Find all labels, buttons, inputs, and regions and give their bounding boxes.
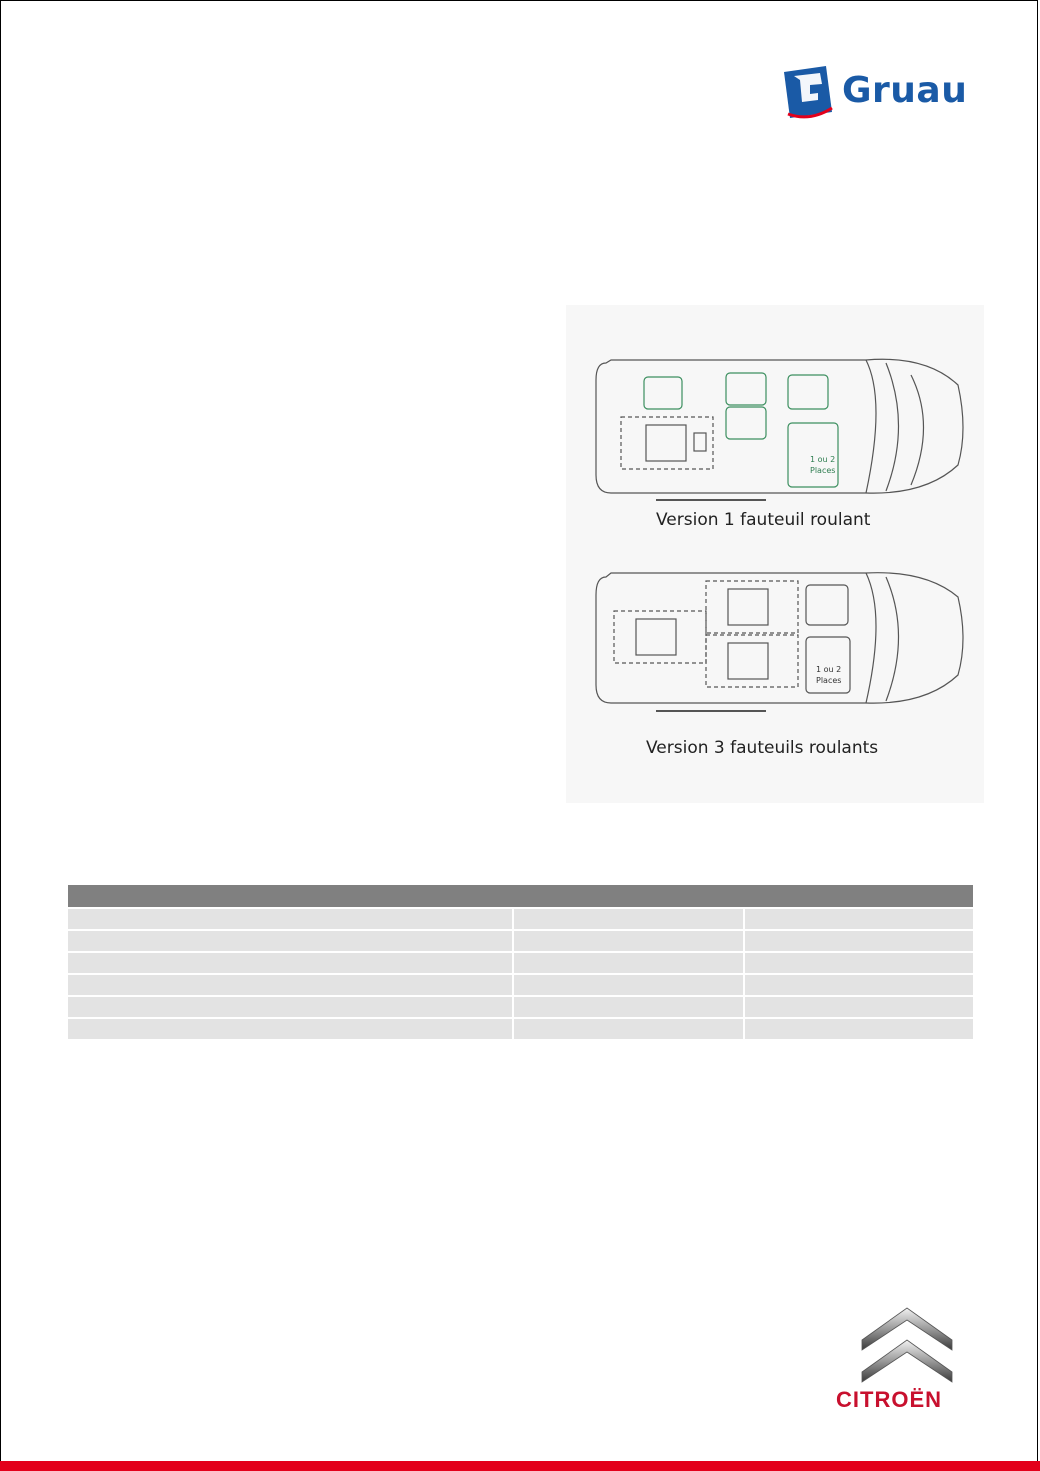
floor-plan-drawings [566, 305, 984, 803]
seat-note-1a: 1 ou 2 [810, 455, 836, 464]
table-cell [744, 974, 973, 996]
table-cell [744, 908, 973, 930]
table-row [68, 974, 973, 996]
table-cell [68, 952, 513, 974]
table-cell [744, 930, 973, 952]
spec-table [68, 885, 973, 1039]
header-cell [68, 885, 513, 908]
table-row [68, 996, 973, 1018]
gruau-logo [780, 64, 976, 124]
footer-red-band [0, 1461, 1040, 1471]
table-row [68, 1018, 973, 1039]
table-row [68, 908, 973, 930]
table-cell [513, 930, 744, 952]
van-plan-1 [596, 359, 963, 500]
table-cell [744, 1018, 973, 1039]
header-cell [513, 885, 744, 908]
table-cell [513, 974, 744, 996]
gruau-g-icon [780, 64, 836, 122]
citroen-logo [832, 1300, 982, 1415]
vehicle-floor-plans [566, 305, 984, 803]
table-cell [513, 952, 744, 974]
table-cell [68, 908, 513, 930]
table-cell [513, 996, 744, 1018]
van-plan-1-seats [644, 373, 838, 487]
seat-note-2a: 1 ou 2 [816, 665, 842, 674]
header-cell [744, 885, 973, 908]
table-cell [68, 996, 513, 1018]
table-cell [744, 952, 973, 974]
table-row [68, 952, 973, 974]
van-plan-2 [596, 573, 963, 711]
table-header-row [68, 885, 973, 908]
version-1-caption: Version 1 fauteuil roulant [656, 510, 871, 530]
table-cell [68, 1018, 513, 1039]
table-cell [513, 908, 744, 930]
table-cell [68, 930, 513, 952]
table-row [68, 930, 973, 952]
seat-note-2b: Places [816, 676, 842, 685]
table-cell [744, 996, 973, 1018]
version-3-caption: Version 3 fauteuils roulants [646, 738, 879, 758]
citroen-wordmark: CITROËN [836, 1387, 942, 1412]
citroen-chevrons-icon [832, 1300, 982, 1385]
table-cell [513, 1018, 744, 1039]
table-cell [68, 974, 513, 996]
seat-note-1b: Places [810, 466, 836, 475]
gruau-wordmark: Gruau [842, 70, 968, 111]
